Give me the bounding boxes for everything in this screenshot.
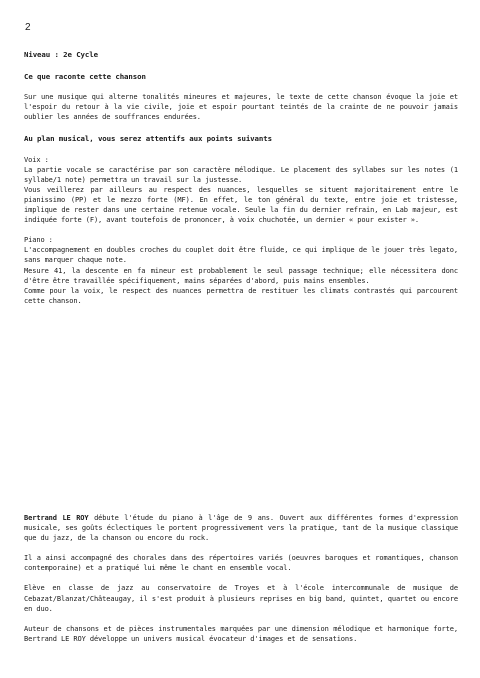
song-description: Sur une musique qui alterne tonalités mineures et majeures, le texte de cette chanson évoque la joie et l'espoir du retour à la vie civile, joie et espoir pourtant teintés de la crainte de ne pouvoir jamais oublier les années de souffrances endurées. [24,93,458,122]
bio-paragraph-3: Elève en classe de jazz au conservatoire de Troyes et à l'école intercommunale de musique de Cebazat/Blanzat/Châteaugay, il s'est produit à plusieurs reprises en big band, quintet, quartet ou encore en duo. [24,584,458,613]
level-heading: Niveau : 2e Cycle [24,50,98,59]
voice-label: Voix : [24,155,49,164]
piano-label: Piano : [24,236,53,245]
bio-paragraph-2: Il a ainsi accompagné des chorales dans des répertoires variés (oeuvres baroques et romantiques, chanson contemporaine) et a pratiqué lui même le chant en ensemble vocal. [24,554,458,573]
page-number: 2 [25,22,31,33]
voice-text-2: Vous veillerez par ailleurs au respect des nuances, lesquelles se situent majoritairement entre le pianissimo (PP) et le mezzo forte (MF). En effet, le ton général du texte, entre joie et tristesse, implique de rester dans une certaine retenue vocale. Seule la fin du dernier refrain, en Lab majeur, est indiquée forte (F), avant toutefois de prononcer, à voix chuchotée, un dernier « pour exister ». [24,185,458,225]
author-name: Bertrand LE ROY [24,514,89,522]
musical-points-heading: Au plan musical, vous serez attentifs aux points suivants [24,134,272,144]
piano-text-2: Mesure 41, la descente en fa mineur est probablement le seul passage technique; elle nécessitera donc d'être être travaillée spécifiquement, mains séparées d'abord, puis mains ensembles. [24,266,458,285]
bio-paragraph-1-text: débute l'étude du piano à l'âge de 9 ans. Ouvert aux différentes formes d'expression musicale, ses goûts éclectiques le portent progressivement vers la pratique, tant de la musique classique que du jazz, de la chanson ou encore du rock. [24,514,458,543]
bio-paragraph-1 [24,513,458,543]
piano-text-3: Comme pour la voix, le respect des nuances permettra de restituer les climats contrastés qui parcourent cette chanson. [24,286,458,305]
bio-paragraph-4: Auteur de chansons et de pièces instrumentales marquées par une dimension mélodique et harmonique forte, Bertrand LE ROY développe un univers musical évocateur d'images et de sensations. [24,624,458,643]
author-biography [24,513,458,644]
pedagogical-notes [24,50,458,306]
song-heading: Ce que raconte cette chanson [24,72,146,82]
piano-text-1: L'accompagnement en doubles croches du couplet doit être fluide, ce qui implique de le jouer très legato, sans marquer chaque note. [24,246,458,265]
voice-text-1: La partie vocale se caractérise par son caractère mélodique. Le placement des syllabes sur les notes (1 syllabe/1 note) permettra un travail sur la justesse. [24,165,458,184]
